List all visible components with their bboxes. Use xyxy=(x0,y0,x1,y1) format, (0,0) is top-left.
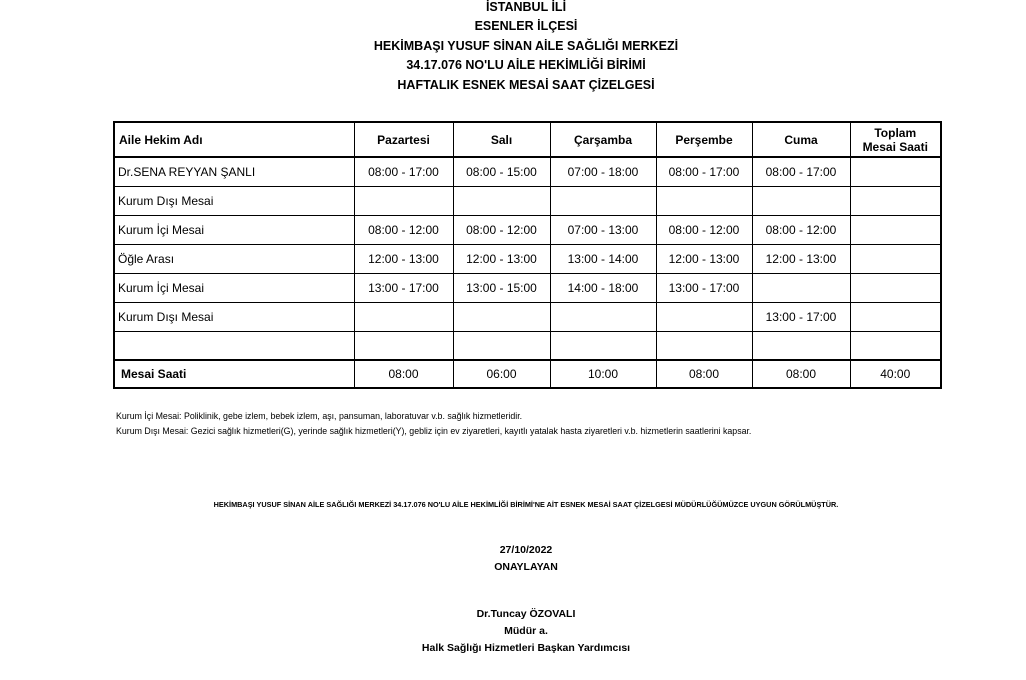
table-cell: 08:00 - 12:00 xyxy=(752,215,850,244)
column-header-physician: Aile Hekim Adı xyxy=(114,122,354,157)
column-header-monday: Pazartesi xyxy=(354,122,453,157)
table-cell xyxy=(354,302,453,331)
table-cell xyxy=(453,186,550,215)
table-row xyxy=(114,244,941,273)
table-cell: 07:00 - 18:00 xyxy=(550,157,656,186)
table-cell: 13:00 - 17:00 xyxy=(354,273,453,302)
column-header-thursday: Perşembe xyxy=(656,122,752,157)
header-province: İSTANBUL İLİ xyxy=(485,0,567,14)
column-header-wednesday: Çarşamba xyxy=(550,122,656,157)
table-cell xyxy=(656,186,752,215)
table-cell: 13:00 - 14:00 xyxy=(550,244,656,273)
table-cell xyxy=(850,273,941,302)
document-header xyxy=(0,0,1026,95)
row-label: Kurum Dışı Mesai xyxy=(114,302,354,331)
row-label: Kurum İçi Mesai xyxy=(114,273,354,302)
table-cell: 08:00 - 12:00 xyxy=(656,215,752,244)
table-row xyxy=(114,273,941,302)
approval-date: 27/10/2022 xyxy=(499,544,553,556)
table-row xyxy=(114,302,941,331)
document-title: HAFTALIK ESNEK MESAİ SAAT ÇİZELGESİ xyxy=(397,77,655,92)
table-cell xyxy=(656,302,752,331)
row-label: Kurum Dışı Mesai xyxy=(114,186,354,215)
table-cell: 08:00 - 17:00 xyxy=(752,157,850,186)
table-cell xyxy=(453,331,550,360)
row-label: Öğle Arası xyxy=(114,244,354,273)
table-cell: 12:00 - 13:00 xyxy=(354,244,453,273)
table-cell: 08:00 - 12:00 xyxy=(453,215,550,244)
schedule-table xyxy=(113,121,942,389)
table-cell xyxy=(850,186,941,215)
table-cell: 13:00 - 15:00 xyxy=(453,273,550,302)
table-cell xyxy=(850,157,941,186)
table-cell: 08:00 - 12:00 xyxy=(354,215,453,244)
table-cell xyxy=(354,186,453,215)
table-cell xyxy=(752,273,850,302)
column-header-tuesday: Salı xyxy=(453,122,550,157)
table-cell xyxy=(752,331,850,360)
header-district: ESENLER İLÇESİ xyxy=(474,19,578,33)
total-header-line1: Toplam xyxy=(874,125,917,140)
table-cell: 08:00 - 17:00 xyxy=(354,157,453,186)
table-cell xyxy=(550,302,656,331)
signatory-name: Dr.Tuncay ÖZOVALI xyxy=(476,608,576,620)
column-header-total-hours xyxy=(850,122,941,157)
table-cell xyxy=(850,244,941,273)
column-header-friday: Cuma xyxy=(752,122,850,157)
table-header-row xyxy=(114,122,941,157)
row-label xyxy=(114,331,354,360)
table-cell: 08:00 - 15:00 xyxy=(453,157,550,186)
signatory-position: Halk Sağlığı Hizmetleri Başkan Yardımcısı xyxy=(421,642,631,654)
table-cell: 13:00 - 17:00 xyxy=(752,302,850,331)
approval-label: ONAYLAYAN xyxy=(494,561,558,573)
total-header-line2: Mesai Saati xyxy=(862,139,928,154)
table-cell: 14:00 - 18:00 xyxy=(550,273,656,302)
table-cell: 08:00 - 17:00 xyxy=(656,157,752,186)
total-tuesday: 06:00 xyxy=(453,360,550,388)
table-cell: 13:00 - 17:00 xyxy=(656,273,752,302)
total-thursday: 08:00 xyxy=(656,360,752,388)
note-internal-hours: Kurum İçi Mesai: Poliklinik, gebe izlem, bebek izlem, aşı, pansuman, laboratuvar v.b. sağlık hizmetleridir. xyxy=(116,411,523,421)
total-friday: 08:00 xyxy=(752,360,850,388)
header-health-center: HEKİMBAŞI YUSUF SİNAN AİLE SAĞLIĞI MERKEZİ xyxy=(373,38,679,53)
table-cell: 07:00 - 13:00 xyxy=(550,215,656,244)
table-row xyxy=(114,186,941,215)
table-cell xyxy=(354,331,453,360)
table-cell xyxy=(850,331,941,360)
approval-block xyxy=(0,542,1026,576)
table-cell: 12:00 - 13:00 xyxy=(656,244,752,273)
table-cell xyxy=(550,186,656,215)
table-cell xyxy=(453,302,550,331)
table-cell: 12:00 - 13:00 xyxy=(453,244,550,273)
table-cell xyxy=(752,186,850,215)
row-label: Dr.SENA REYYAN ŞANLI xyxy=(114,157,354,186)
table-cell: 12:00 - 13:00 xyxy=(752,244,850,273)
total-weekly-hours: 40:00 xyxy=(850,360,941,388)
total-row xyxy=(114,360,941,388)
notes xyxy=(116,409,751,439)
table-cell xyxy=(656,331,752,360)
signatory-block xyxy=(0,606,1026,657)
signatory-title: Müdür a. xyxy=(504,625,548,637)
table-row xyxy=(114,215,941,244)
total-monday: 08:00 xyxy=(354,360,453,388)
row-label: Kurum İçi Mesai xyxy=(114,215,354,244)
total-row-label: Mesai Saati xyxy=(114,360,354,388)
table-row xyxy=(114,157,941,186)
header-unit: 34.17.076 NO'LU AİLE HEKİMLİĞİ BİRİMİ xyxy=(406,58,646,72)
total-wednesday: 10:00 xyxy=(550,360,656,388)
table-cell xyxy=(850,302,941,331)
approval-statement: HEKİMBAŞI YUSUF SİNAN AİLE SAĞLIĞI MERKEZİ 34.17.076 NO'LU AİLE HEKİMLİĞİ BİRİMİ'NE AİT ESNEK MESAİ SAAT ÇİZELGESİ MÜDÜRLÜĞÜMÜZCE UYGUN GÖRÜLMÜŞTÜR. xyxy=(213,500,839,509)
table-cell xyxy=(550,331,656,360)
note-external-hours: Kurum Dışı Mesai: Gezici sağlık hizmetleri(G), yerinde sağlık hizmetleri(Y), gebliz için ev ziyaretleri, kayıtlı yatalak hasta ziyaretleri v.b. hizmetlerin saatlerini kapsar. xyxy=(116,426,752,436)
table-cell xyxy=(850,215,941,244)
table-row xyxy=(114,331,941,360)
